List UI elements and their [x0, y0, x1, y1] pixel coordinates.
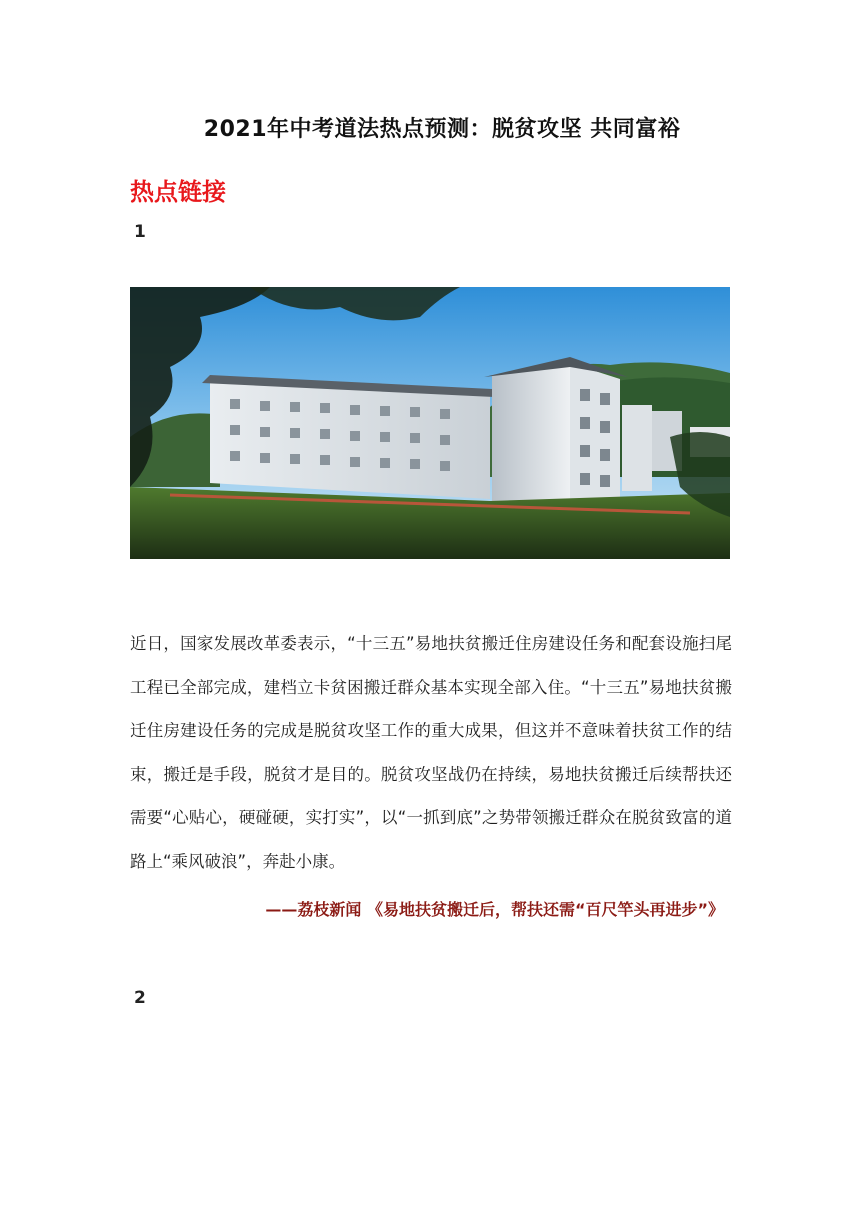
relocation-housing-photo: [130, 287, 730, 559]
article-paragraph: 近日，国家发展改革委表示，“十三五”易地扶贫搬迁住房建设任务和配套设施扫尾工程已全部完成，建档立卡贫困搬迁群众基本实现全部入住。“十三五”易地扶贫搬迁住房建设任务的完成是脱贫攻坚工作的重大成果，但这并不意味着扶贫工作的结束，搬迁是手段，脱贫才是目的。脱贫攻坚战仍在持续，易地扶贫搬迁后续帮扶还需要“心贴心，硬碰硬，实打实”，以“一抓到底”之势带领搬迁群众在脱贫致富的道路上“乘风破浪”，奔赴小康。: [130, 634, 732, 871]
section-heading: 热点链接: [130, 178, 226, 206]
source-citation: ——荔枝新闻 《易地扶贫搬迁后，帮扶还需“百尺竿头再进步”》: [265, 900, 724, 919]
item-number: 1: [134, 222, 146, 242]
document-title: 2021年中考道法热点预测：脱贫攻坚 共同富裕: [203, 117, 681, 142]
item-number: 2: [134, 988, 146, 1008]
